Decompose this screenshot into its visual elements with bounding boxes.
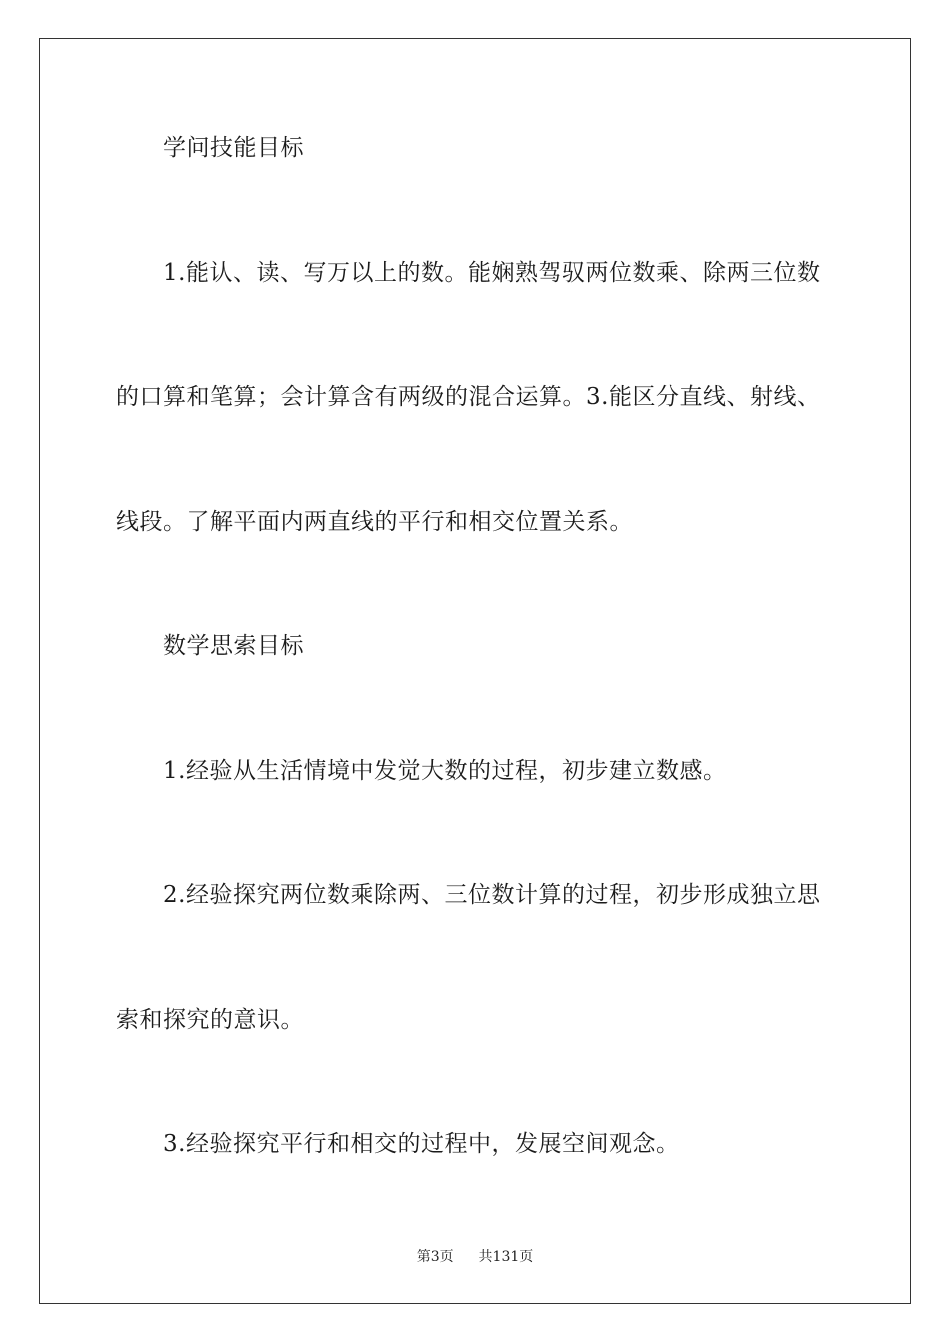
page-border [39, 38, 911, 1304]
paragraph-line: 线段。了解平面内两直线的平行和相交位置关系。 [116, 509, 633, 535]
paragraph-line: 索和探究的意识。 [116, 1007, 304, 1033]
paragraph-line: 3.经验探究平行和相交的过程中，发展空间观念。 [163, 1131, 680, 1157]
page-footer [0, 1246, 950, 1266]
paragraph-line: 1.能认、读、写万以上的数。能娴熟驾驭两位数乘、除两三位数 [163, 260, 821, 286]
heading-math-thinking-goal: 数学思索目标 [163, 633, 304, 659]
page-total: 共131页 [478, 1249, 534, 1265]
paragraph-line: 1.经验从生活情境中发觉大数的过程，初步建立数感。 [163, 758, 727, 784]
paragraph-line: 的口算和笔算；会计算含有两级的混合运算。3.能区分直线、射线、 [116, 384, 821, 410]
page-number: 第3页 [416, 1249, 454, 1265]
paragraph-line: 2.经验探究两位数乘除两、三位数计算的过程，初步形成独立思 [163, 882, 821, 908]
heading-knowledge-skills-goal: 学问技能目标 [163, 135, 304, 161]
